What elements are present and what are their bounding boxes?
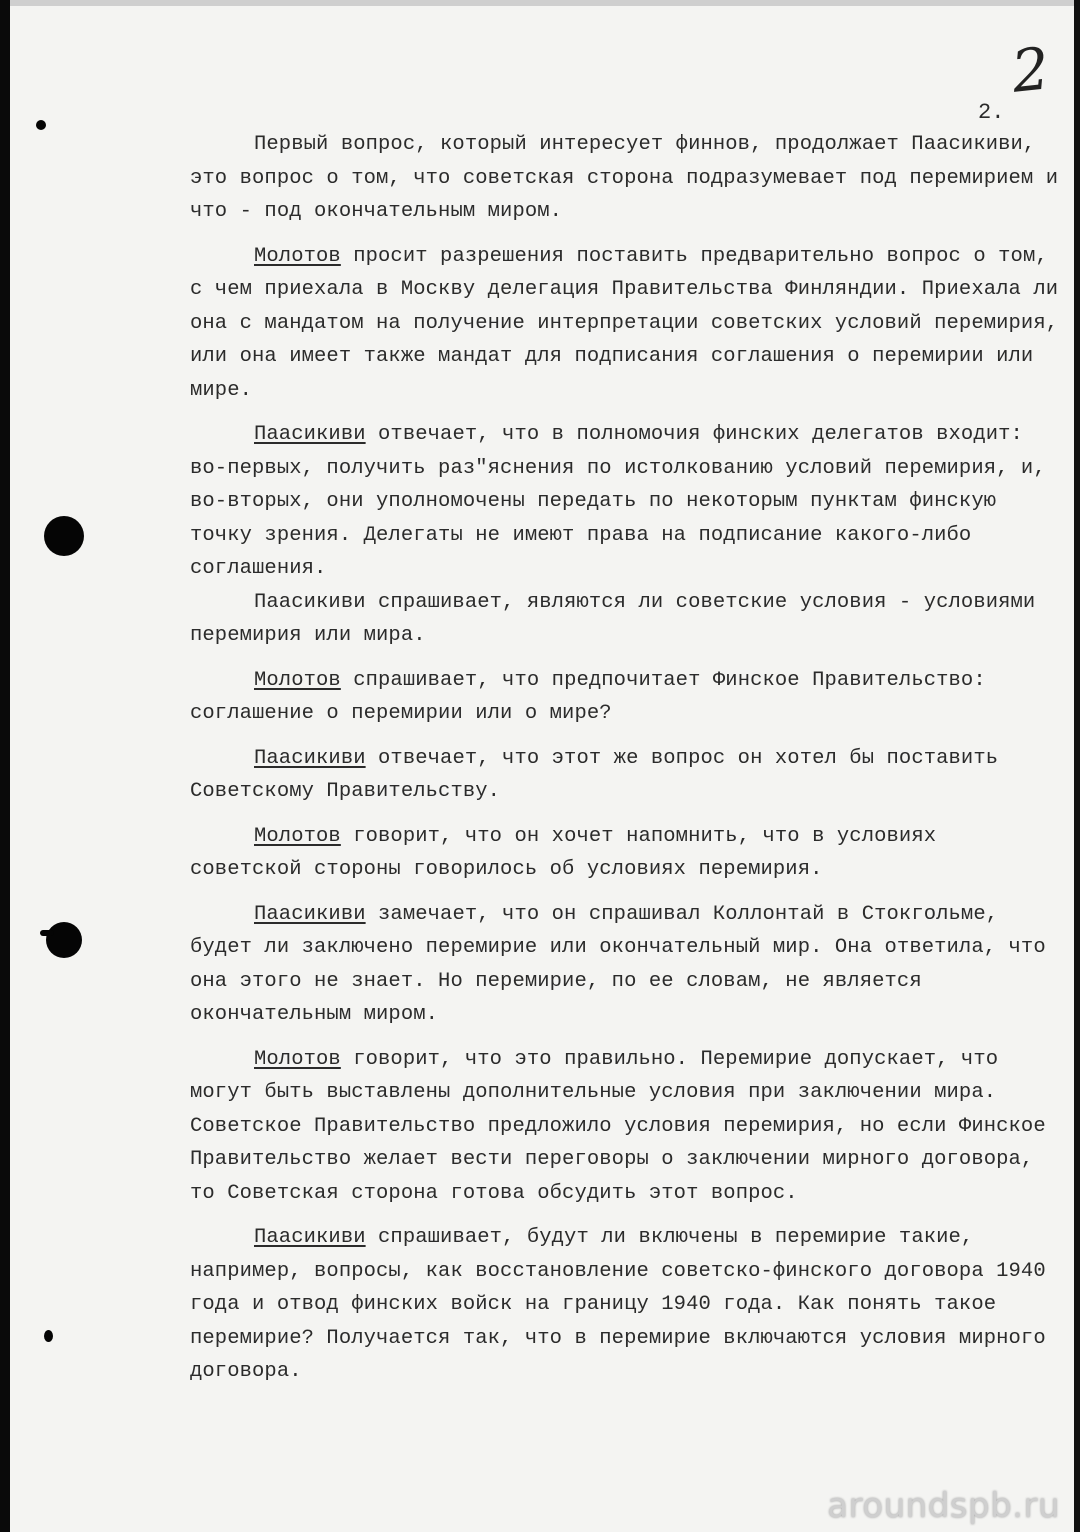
speaker-name: Молотов: [254, 1047, 341, 1071]
handwritten-page-number: 2: [1008, 34, 1053, 106]
punch-hole: [46, 922, 82, 958]
paragraph: [190, 586, 1060, 653]
paragraph: [190, 1221, 1060, 1389]
typed-page-number: 2.: [978, 100, 1005, 125]
punch-hole-mark: [40, 930, 54, 936]
paragraph: [190, 742, 1060, 809]
paragraph-text: спрашивает, будут ли включены в перемирие такие, например, вопросы, как восстановление советско-финского договора 1940 года и отвод финских войск на границу 1940 года. Как понять такое перемирие? Получается так, что в перемирие включаются условия мирного договора.: [190, 1226, 1046, 1383]
speaker-name: Паасикиви: [254, 746, 366, 770]
speaker-name: Паасикиви: [254, 423, 366, 446]
paragraph: [190, 664, 1060, 731]
speaker-name: Молотов: [254, 668, 341, 692]
paragraph: [190, 240, 1060, 408]
paragraph-text: говорит, что это правильно. Перемирие допускает, что могут быть выставлены дополнительные условия при заключении мира. Советское Правительство предложило условия перемирия, но если Финское Правительство желает вести переговоры о заключении мирного договора, то Советская сторона готова обсудить этот вопрос.: [190, 1047, 1046, 1205]
paragraph-text: отвечает, что этот же вопрос он хотел бы поставить Советскому Правительству.: [190, 746, 999, 803]
speaker-name: Паасикиви: [254, 1226, 366, 1249]
paragraph-text: Первый вопрос, который интересует финнов, продолжает Паасикиви, это вопрос о том, что советская сторона подразумевает под перемирием и что - под окончательным миром.: [190, 133, 1059, 223]
paragraph-text: просит разрешения поставить предварительно вопрос о том, с чем приехала в Москву делегация Правительства Финляндии. Приехала ли она с мандатом на получение интерпретации советских условий перемирия, или она имеет также мандат для подписания соглашения о перемирии или мире.: [190, 244, 1059, 402]
paragraph: [190, 898, 1060, 1032]
paragraph: [190, 1043, 1060, 1211]
speaker-name: Молотов: [254, 244, 341, 268]
speaker-name: Паасикиви: [254, 902, 366, 926]
paragraph: [190, 820, 1060, 887]
site-watermark: aroundspb.ru: [827, 1486, 1060, 1526]
page-top-shadow: [10, 0, 1074, 6]
paragraph-text: отвечает, что в полномочия финских делегатов входит: во-первых, получить раз"яснения по истолкованию условий перемирия, и, во-вторых, они уполномочены передать по некоторым пунктам финскую точку зрения. Делегаты не имеют права на подписание какого-либо соглашения.: [190, 423, 1046, 580]
paragraph-text: Паасикиви спрашивает, являются ли советские условия - условиями перемирия или мира.: [190, 590, 1036, 647]
paragraph-text: спрашивает, что предпочитает Финское Правительство: соглашение о перемирии или о мире?: [190, 668, 986, 725]
punch-hole-mark: [44, 1330, 53, 1342]
paragraph-text: говорит, что он хочет напомнить, что в условиях советской стороны говорилось об условиях перемирия.: [190, 824, 937, 881]
punch-hole-mark: [36, 120, 46, 130]
speaker-name: Молотов: [254, 824, 341, 848]
paragraph: [190, 418, 1060, 586]
punch-hole: [44, 516, 84, 556]
paragraph-text: замечает, что он спрашивал Коллонтай в Стокгольме, будет ли заключено перемирие или окончательный мир. Она ответила, что она этого не знает. Но перемирие, по ее словам, не является окончательным миром.: [190, 902, 1046, 1026]
document-body: [190, 128, 1060, 1400]
paragraph: [190, 128, 1060, 229]
